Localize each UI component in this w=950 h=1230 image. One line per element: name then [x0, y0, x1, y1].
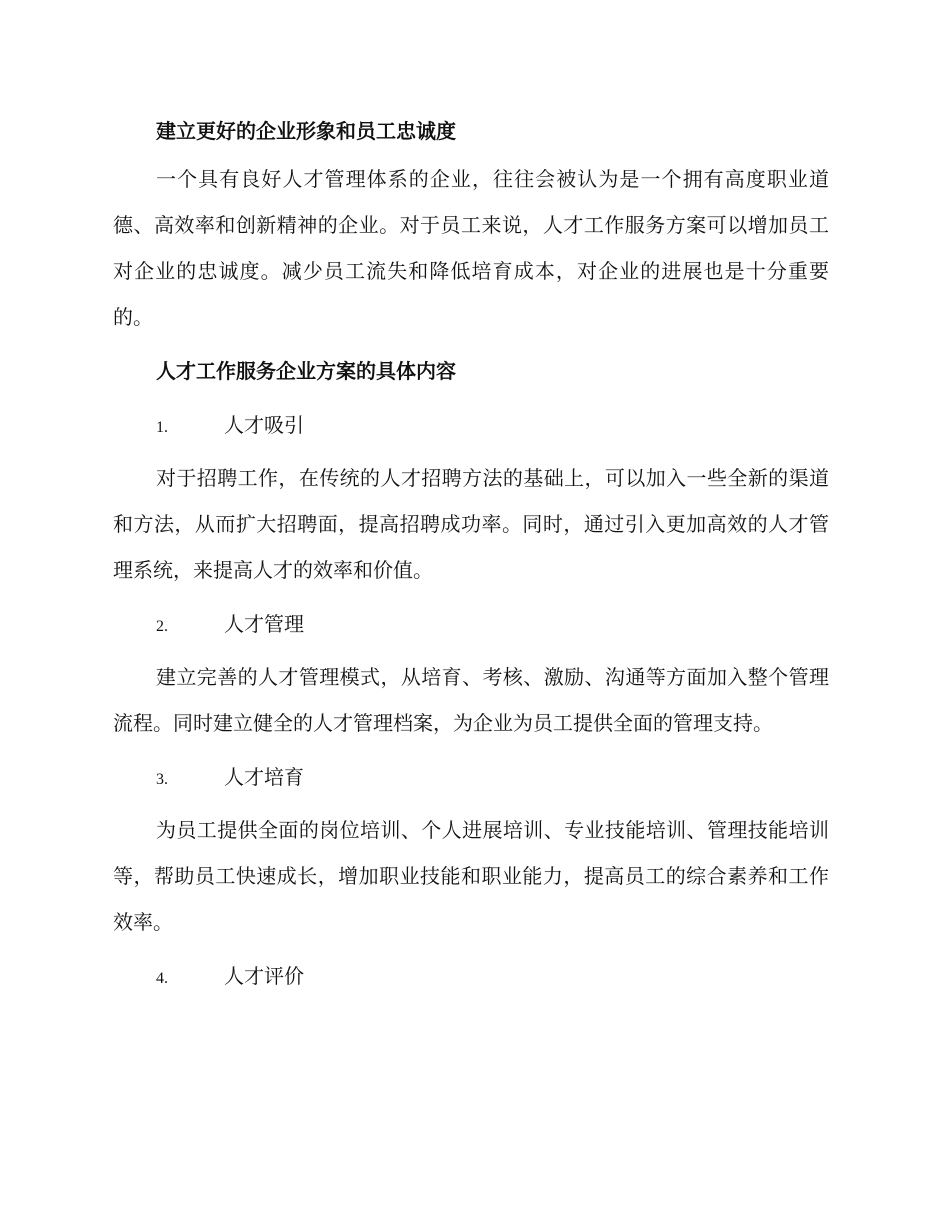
list-title: 人才培育	[224, 765, 304, 789]
paragraph-talent-attraction: 对于招聘工作，在传统的人才招聘方法的基础上，可以加入一些全新的渠道和方法，从而扩大招聘面，提高招聘成功率。同时，通过引入更加高效的人才管理系统，来提高人才的效率和价值。	[113, 466, 829, 582]
list-title: 人才评价	[224, 964, 304, 988]
paragraph-talent-management: 建立完善的人才管理模式，从培育、考核、激励、沟通等方面加入整个管理流程。同时建立健全的人才管理档案，为企业为员工提供全面的管理支持。	[113, 665, 829, 735]
list-title: 人才管理	[224, 612, 304, 636]
paragraph-corporate-image: 一个具有良好人才管理体系的企业，往往会被认为是一个拥有高度职业道德、高效率和创新精神的企业。对于员工来说，人才工作服务方案可以增加员工对企业的忠诚度。减少员工流失和降低培育成本，对企业的进展也是十分重要的。	[113, 167, 829, 329]
list-item-talent-management	[113, 601, 829, 650]
list-item-talent-attraction	[113, 402, 829, 451]
section-heading-corporate-image: 建立更好的企业形象和员工忠诚度	[156, 119, 456, 143]
list-number: 4.	[156, 970, 168, 987]
list-number: 3.	[156, 771, 168, 788]
list-title: 人才吸引	[224, 413, 304, 437]
document-body	[113, 108, 829, 1006]
list-number: 2.	[156, 618, 168, 635]
section-heading-plan-content: 人才工作服务企业方案的具体内容	[156, 359, 456, 383]
paragraph-talent-training: 为员工提供全面的岗位培训、个人进展培训、专业技能培训、管理技能培训等，帮助员工快速成长，增加职业技能和职业能力，提高员工的综合素养和工作效率。	[113, 818, 829, 934]
list-item-talent-evaluation	[113, 953, 829, 1002]
list-number: 1.	[156, 419, 168, 436]
list-item-talent-training	[113, 754, 829, 803]
